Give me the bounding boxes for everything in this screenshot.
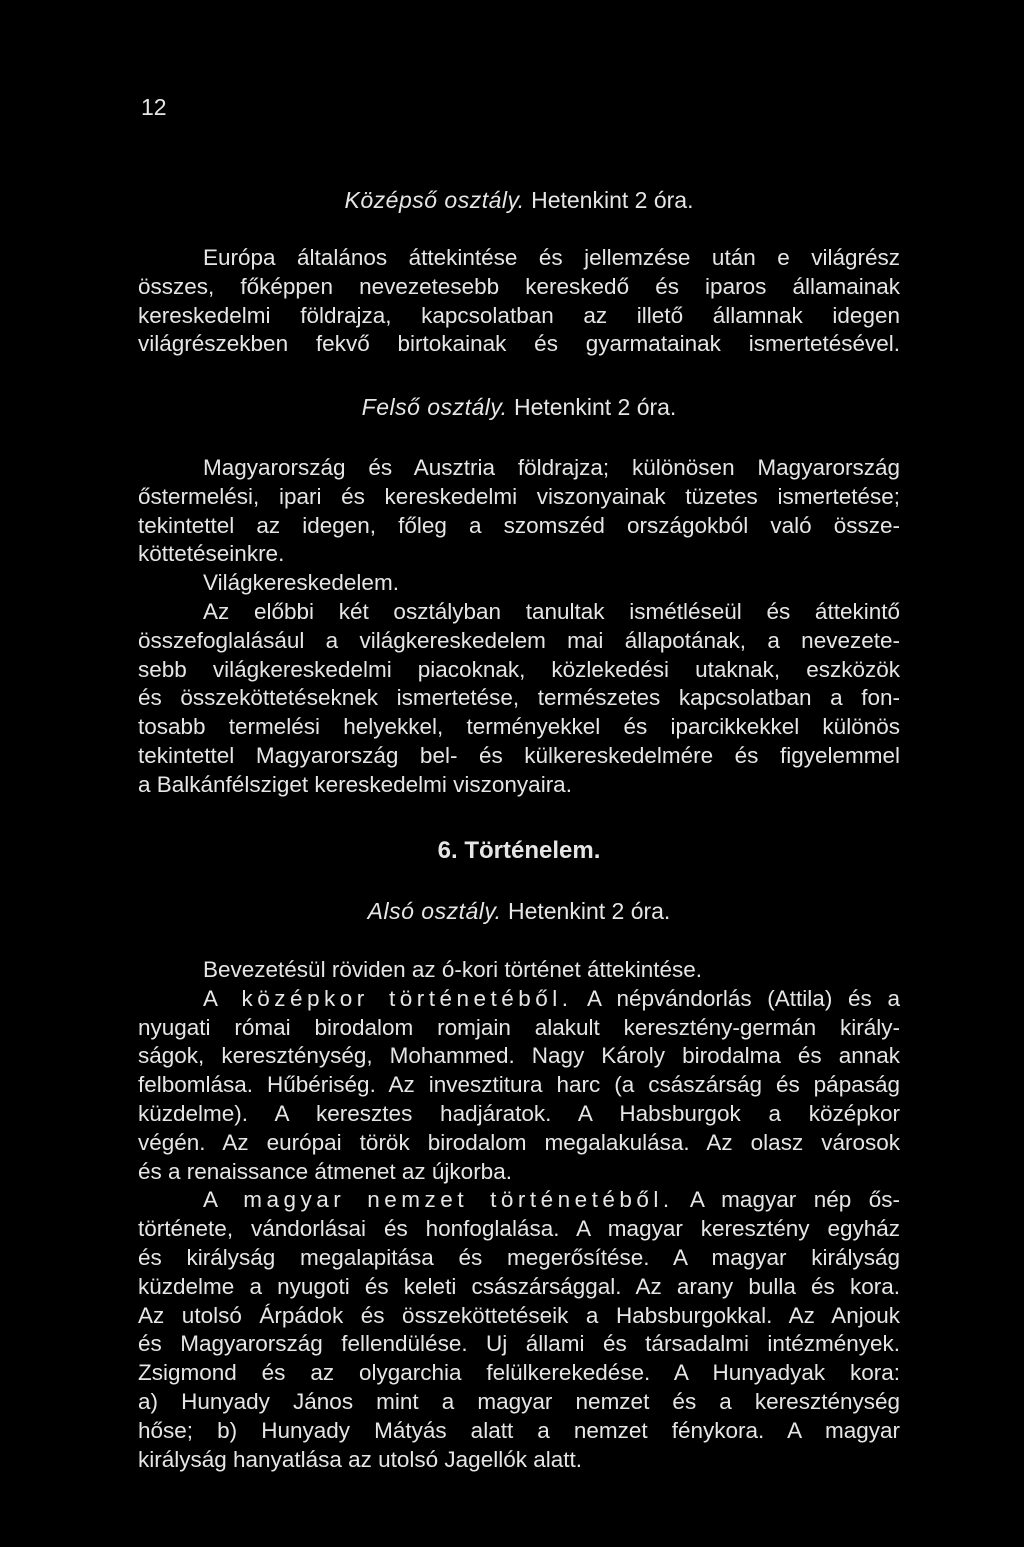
middle-class-hours: Hetenkint 2 óra. [531,187,694,213]
text-line: tosabb termelési helyekkel, terményekkel és iparcikkekkel különös [138,714,900,740]
text-line: köttetéseinkre. [138,541,285,567]
history-section-title: 6. Történelem. [437,837,601,864]
upper-class-label: Felső osztály. [361,394,508,420]
text-line: sebb világkereskedelmi piacoknak, közlekedési utaknak, eszközök [138,656,900,682]
middle-class-heading [138,185,900,215]
text-line: Zsigmond és az olygarchia felülkerekedése. A Hunyadyak kora: [138,1360,900,1386]
text-line: és a renaissance átmenet az újkorba. [138,1158,512,1184]
upper-class-text [138,454,900,800]
text-line: kereskedelmi földrajza, kapcsolatban az illető államnak idegen [138,302,900,328]
text-line: összefoglalásául a világkereskedelem mai állapotának, a nevezete- [138,627,900,653]
lower-class-hours: Hetenkint 2 óra. [507,898,671,924]
upper-class-heading [138,392,900,422]
lower-class-label: Alsó osztály. [367,898,502,924]
text-line: Magyarország és Ausztria földrajza; különösen Magyarország [203,455,900,480]
text-line: összes, főképpen nevezetesebb kereskedő és iparos államainak [138,273,900,299]
text-line: a Balkánfélsziget kereskedelmi viszonyaira. [138,771,572,797]
national-history-rest: A magyar nép ős- [689,1187,901,1213]
text-line: a) Hunyady János mint a magyar nemzet és a kereszténység [138,1388,900,1414]
middle-class-label: Középső osztály. [344,187,525,213]
text-line: végén. Az európai török birodalom megalakulása. Az olasz városok [138,1129,900,1155]
middle-ages-rest: A népvándorlás (Attila) és a [587,985,900,1011]
text-line: ságok, kereszténység, Mohammed. Nagy Károly birodalma és annak [138,1043,900,1069]
world-trade-title: Világkereskedelem. [203,570,399,596]
lower-class-heading [138,896,900,926]
text-line: tekintettel Magyarország bel- és külkereskedelmére és figyelemmel [138,742,900,768]
text-line: Az utolsó Árpádok és összeköttetéseik a Habsburgokkal. Az Anjouk [138,1302,900,1328]
national-history-label: A magyar nemzet történetéből. [203,1187,674,1213]
text-line: Az előbbi két osztályban tanultak ismétléseül és áttekintő [203,598,900,624]
text-line: hőse; b) Hunyady Mátyás alatt a nemzet fénykora. A magyar [138,1417,900,1443]
text-line: és összeköttetéseknek ismertetése, természetes kapcsolatban a fon- [138,685,900,711]
text-line: világrészekben fekvő birtokainak és gyarmatainak ismertetésével. [138,331,900,357]
upper-class-hours: Hetenkint 2 óra. [513,394,677,420]
text-line: Európa általános áttekintése és jellemzése után e világrész [203,245,900,270]
text-line: és királyság megalapitása és megerősítése. A magyar királyság [138,1244,900,1270]
text-line: felbomlása. Hűbériség. Az invesztitura harc (a császárság és pápaság [138,1072,900,1098]
text-line: őstermelési, ipari és kereskedelmi viszonyainak tüzetes ismertetése; [138,483,900,509]
history-text [138,956,900,1474]
history-intro: Bevezetésül röviden az ó-kori történet áttekintése. [203,957,703,982]
page-number: 12 [141,94,167,120]
text-line [138,985,900,1014]
text-line: és Magyarország fellendülése. Uj állami és társadalmi intézmények. [138,1331,900,1357]
text-line: küzdelme a nyugoti és keleti császársággal. Az arany bulla és kora. [138,1273,900,1299]
text-line: nyugati római birodalom romjain alakult keresztény-germán király- [138,1014,900,1040]
middle-ages-label: A középkor történetéből. [203,985,573,1011]
text-line: története, vándorlásai és honfoglalása. A magyar keresztény egyház [138,1216,900,1242]
text-line [138,1186,900,1215]
text-line: királyság hanyatlása az utolsó Jagellók alatt. [138,1446,583,1472]
text-line: küzdelme). A keresztes hadjáratok. A Habsburgok a középkor [138,1100,900,1126]
text-line: tekintettel az idegen, főleg a szomszéd országokból való össze- [138,512,900,538]
middle-class-text [138,244,900,359]
